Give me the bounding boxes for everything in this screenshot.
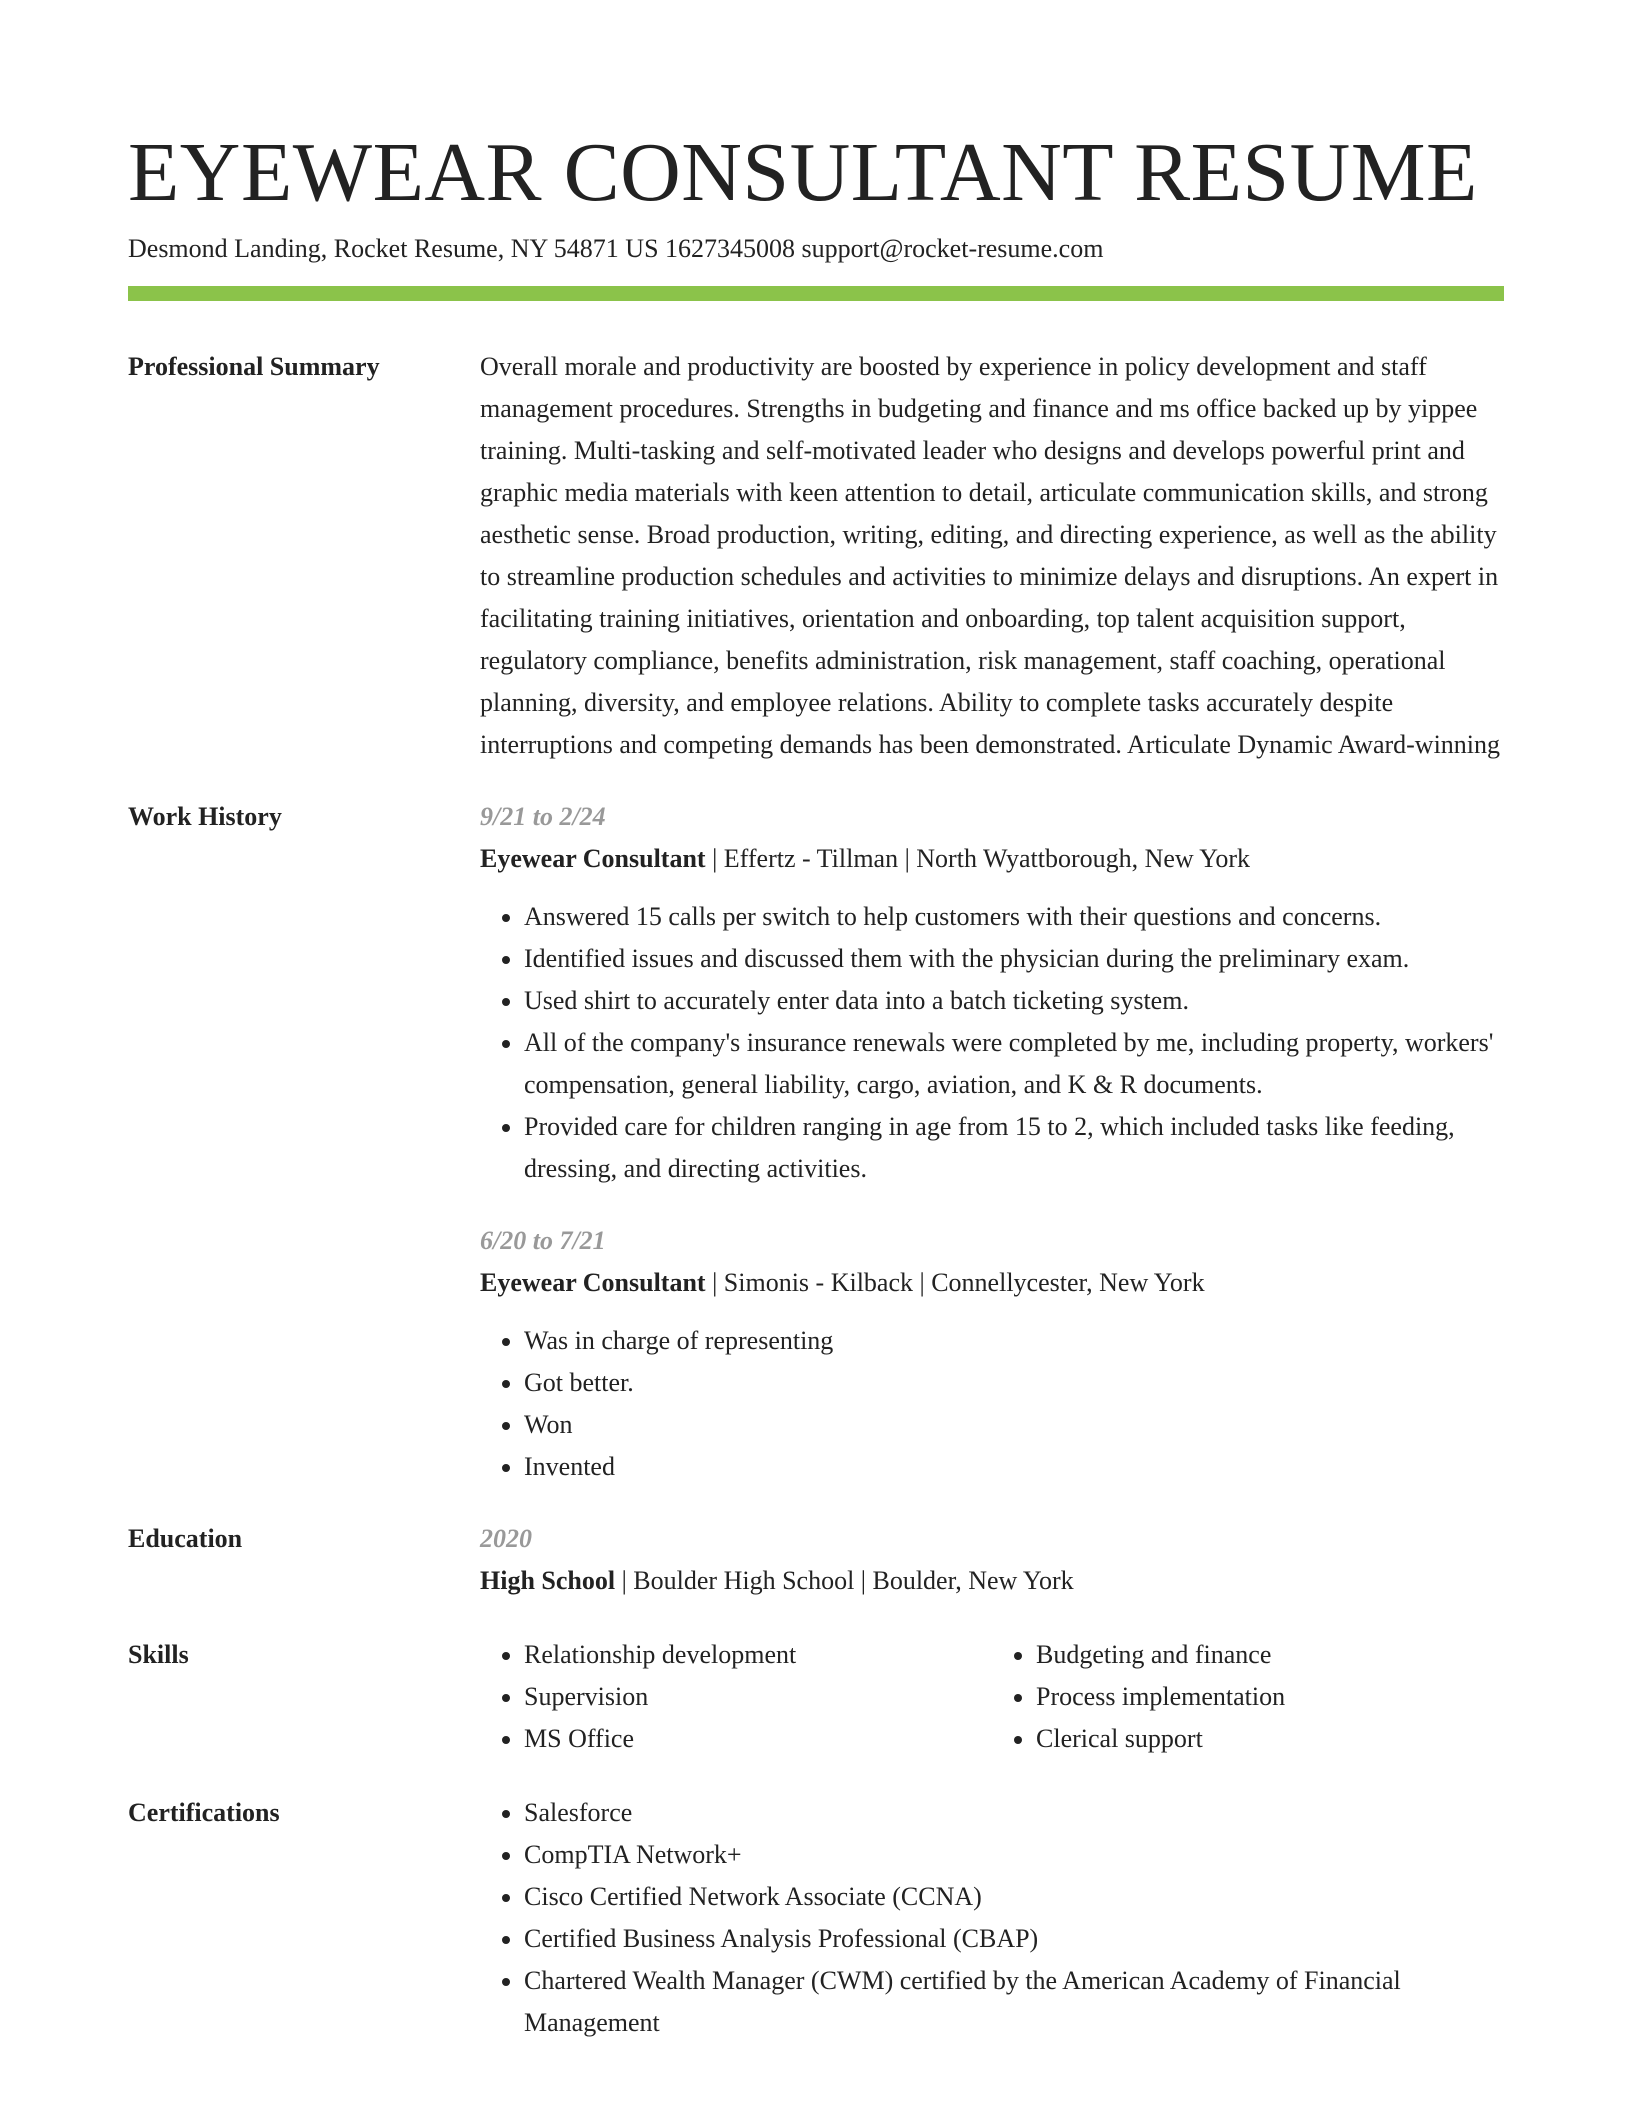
job-bullet: • Provided care for children ranging in age from 15 to 2, which included tasks like feeding, dressing, and directing activities. (524, 1106, 1504, 1190)
job-bullet-list (480, 896, 1504, 1190)
skills-list-right (992, 1634, 1504, 1760)
section-education (128, 1518, 1504, 1602)
certification-item: • Certified Business Analysis Professional (CBAP) (524, 1918, 1504, 1960)
resume-title: EYEWEAR CONSULTANT RESUME (128, 126, 1478, 219)
job-entry (480, 1220, 1504, 1488)
job-bullet: • Invented (524, 1446, 1504, 1488)
job-heading (480, 838, 1504, 880)
section-work-history (128, 796, 1504, 1488)
summary-text: Overall morale and productivity are boosted by experience in policy development and staff management procedures. Strengths in budgeting and finance and ms office backed up by yippee training. Multi-tasking and self-motivated leader who designs and develops powerful print and graphic media materials with keen attention to detail, articulate communication skills, and strong aesthetic sense. Broad production, writing, editing, and directing experience, as well as the ability to streamline production schedules and activities to minimize delays and disruptions. An expert in facilitating training initiatives, orientation and onboarding, top talent acquisition support, regulatory compliance, benefits administration, risk management, staff coaching, operational planning, diversity, and employee relations. Ability to complete tasks accurately despite interruptions and competing demands has been demonstrated. Articulate Dynamic Award-winning (480, 352, 1501, 759)
job-title: Eyewear Consultant (480, 1268, 706, 1297)
job-bullet-list (480, 1320, 1504, 1488)
job-bullet: • Was in charge of representing (524, 1320, 1504, 1362)
skill-item: • Relationship development (524, 1634, 992, 1676)
job-dates: 9/21 to 2/24 (480, 802, 606, 831)
job-entry (480, 796, 1504, 1190)
certification-item: • Salesforce (524, 1792, 1504, 1834)
skills-list-left (480, 1634, 992, 1760)
skill-item: • MS Office (524, 1718, 992, 1760)
skill-item: • Supervision (524, 1676, 992, 1718)
skill-item: • Clerical support (1036, 1718, 1504, 1760)
job-bullet: • All of the company's insurance renewals were completed by me, including property, workers' compensation, general liability, cargo, aviation, and K & R documents. (524, 1022, 1504, 1106)
header-divider (128, 286, 1504, 301)
certification-list (480, 1792, 1504, 2044)
education-degree: High School (480, 1566, 616, 1595)
certification-item: • Cisco Certified Network Associate (CCNA) (524, 1876, 1504, 1918)
job-details: | Effertz - Tillman | North Wyattborough, New York (705, 844, 1251, 873)
section-certifications (128, 1792, 1504, 2044)
section-label-summary: Professional Summary (128, 352, 380, 381)
section-label-work: Work History (128, 802, 282, 831)
section-body-summary (480, 346, 1504, 766)
contact-info: Desmond Landing, Rocket Resume, NY 54871 US 1627345008 support@rocket-resume.com (128, 234, 1104, 263)
education-year: 2020 (480, 1524, 532, 1553)
job-bullet: • Won (524, 1404, 1504, 1446)
job-dates: 6/20 to 7/21 (480, 1226, 606, 1255)
job-heading (480, 1262, 1504, 1304)
job-bullet: • Used shirt to accurately enter data into a batch ticketing system. (524, 980, 1504, 1022)
section-body-work (480, 796, 1504, 1488)
section-label-skills: Skills (128, 1640, 189, 1669)
job-details: | Simonis - Kilback | Connellycester, New York (705, 1268, 1205, 1297)
skills-columns (480, 1634, 1504, 1760)
job-title: Eyewear Consultant (480, 844, 706, 873)
section-professional-summary (128, 346, 1504, 766)
job-bullet: • Got better. (524, 1362, 1504, 1404)
section-label-certifications: Certifications (128, 1798, 280, 1827)
section-skills (128, 1634, 1504, 1760)
job-bullet: • Answered 15 calls per switch to help customers with their questions and concerns. (524, 896, 1504, 938)
section-body-education (480, 1518, 1504, 1602)
education-details: | Boulder High School | Boulder, New York (615, 1566, 1074, 1595)
resume-sections (128, 346, 1504, 2044)
certification-item: • Chartered Wealth Manager (CWM) certified by the American Academy of Financial Management (524, 1960, 1504, 2044)
section-body-skills (480, 1634, 1504, 1760)
section-body-certifications (480, 1792, 1504, 2044)
education-heading (480, 1560, 1504, 1602)
skill-item: • Process implementation (1036, 1676, 1504, 1718)
job-bullet: • Identified issues and discussed them with the physician during the preliminary exam. (524, 938, 1504, 980)
certification-item: • CompTIA Network+ (524, 1834, 1504, 1876)
section-label-education: Education (128, 1524, 243, 1553)
skill-item: • Budgeting and finance (1036, 1634, 1504, 1676)
